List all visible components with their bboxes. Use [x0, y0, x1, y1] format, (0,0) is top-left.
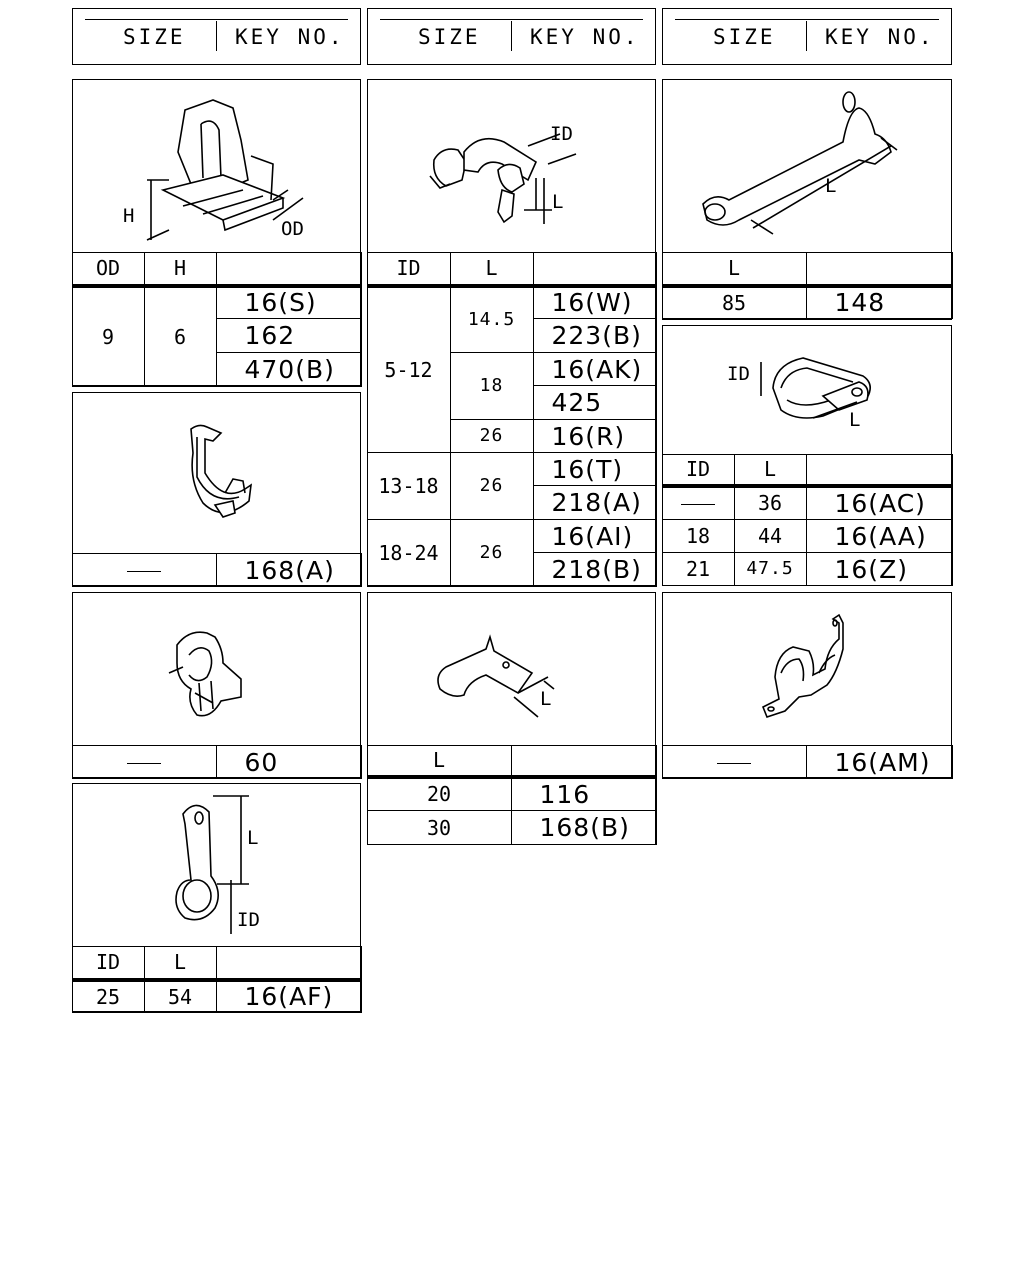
key-no: 218(B)	[533, 553, 656, 587]
key-no: 470(B)	[216, 353, 361, 387]
id-value: 21	[662, 553, 734, 586]
col-id: ID	[662, 455, 734, 486]
size-dash	[72, 746, 216, 779]
panel-saddle-clip	[72, 592, 361, 778]
l-dim-label: L	[540, 688, 552, 710]
size-dash	[72, 554, 216, 587]
band-clip-drawing	[663, 326, 953, 454]
id-value	[662, 486, 734, 520]
key-no: 223(B)	[533, 319, 656, 353]
col-key	[806, 253, 952, 286]
nut-clip-drawing	[73, 80, 362, 252]
id-value: 18	[662, 520, 734, 553]
id-value: 13-18	[367, 453, 450, 520]
od-value: 9	[72, 286, 144, 387]
panel-strap	[662, 79, 952, 320]
strap-table	[662, 252, 953, 319]
l-dim-label: L	[849, 409, 861, 431]
panel-bracket	[367, 592, 656, 845]
size-header: SIZE	[713, 25, 776, 49]
key-no: 16(AA)	[806, 520, 952, 553]
saddle-clip-table	[72, 745, 362, 779]
h-dim-label: H	[123, 205, 135, 227]
hook-clip-table	[72, 553, 362, 587]
panel-nut-clip	[72, 79, 361, 386]
col-l: L	[662, 253, 806, 286]
col-l: L	[734, 455, 806, 486]
bracket-drawing	[368, 593, 657, 745]
col-key	[511, 746, 656, 777]
col-key	[216, 253, 361, 286]
p-clip-drawing	[73, 784, 362, 946]
id-value: 25	[72, 980, 144, 1013]
header-col2	[367, 8, 656, 65]
key-no: 16(W)	[533, 286, 656, 319]
col-l: L	[144, 947, 216, 980]
bracket-table	[367, 745, 657, 845]
key-no: 16(Z)	[806, 553, 952, 586]
key-no: 148	[806, 286, 952, 319]
l-value: 14.5	[450, 286, 533, 353]
h-value: 6	[144, 286, 216, 387]
key-no: 16(AM)	[806, 746, 952, 779]
harness-clip-drawing	[368, 80, 657, 252]
key-no: 168(B)	[511, 811, 656, 845]
band-clip-table	[662, 454, 953, 586]
l-value: 20	[367, 777, 511, 811]
l-value: 36	[734, 486, 806, 520]
col-id: ID	[367, 253, 450, 286]
col-l: L	[450, 253, 533, 286]
key-no: 168(A)	[216, 554, 361, 587]
harness-clip-table	[367, 252, 657, 587]
panel-double-clip	[662, 592, 952, 778]
l-value: 30	[367, 811, 511, 845]
l-dim-label: L	[247, 827, 259, 849]
col-key	[806, 455, 952, 486]
size-dash	[662, 746, 806, 779]
key-no: 218(A)	[533, 486, 656, 520]
id-dim-label: ID	[727, 363, 750, 385]
col-key	[533, 253, 656, 286]
nut-clip-table	[72, 252, 362, 387]
key-no: 16(T)	[533, 453, 656, 486]
p-clip-table	[72, 946, 362, 1013]
double-clip-drawing	[663, 593, 953, 745]
l-dim-label: L	[552, 191, 564, 213]
key-no-header: KEY NO.	[825, 25, 935, 49]
header-col1	[72, 8, 361, 65]
key-no: 116	[511, 777, 656, 811]
key-no: 16(S)	[216, 286, 361, 319]
panel-p-clip	[72, 783, 361, 1012]
key-no: 16(AI)	[533, 520, 656, 553]
col-id: ID	[72, 947, 144, 980]
id-dim-label: ID	[237, 909, 260, 931]
saddle-clip-drawing	[73, 593, 362, 745]
l-value: 26	[450, 453, 533, 520]
key-no: 425	[533, 386, 656, 420]
key-no-header: KEY NO.	[235, 25, 345, 49]
col-od: OD	[72, 253, 144, 286]
key-no: 60	[216, 746, 361, 779]
col-h: H	[144, 253, 216, 286]
size-header: SIZE	[418, 25, 481, 49]
l-value: 18	[450, 353, 533, 420]
id-dim-label: ID	[550, 123, 573, 145]
key-no: 16(R)	[533, 420, 656, 453]
double-clip-table	[662, 745, 953, 779]
key-no: 16(AC)	[806, 486, 952, 520]
l-value: 26	[450, 520, 533, 587]
l-value: 85	[662, 286, 806, 319]
panel-hook-clip	[72, 392, 361, 586]
l-value: 44	[734, 520, 806, 553]
strap-drawing	[663, 80, 953, 252]
l-value: 26	[450, 420, 533, 453]
key-no: 16(AK)	[533, 353, 656, 386]
l-value: 47.5	[734, 553, 806, 586]
panel-band-clip	[662, 325, 952, 586]
od-dim-label: OD	[281, 218, 304, 240]
key-no: 162	[216, 319, 361, 353]
key-no: 16(AF)	[216, 980, 361, 1013]
l-dim-label: L	[825, 175, 837, 197]
col-l: L	[367, 746, 511, 777]
key-no-header: KEY NO.	[530, 25, 640, 49]
col-key	[216, 947, 361, 980]
id-value: 5-12	[367, 286, 450, 453]
panel-harness-clip	[367, 79, 656, 586]
id-value: 18-24	[367, 520, 450, 587]
header-col3	[662, 8, 952, 65]
hook-clip-drawing	[73, 393, 362, 553]
l-value: 54	[144, 980, 216, 1013]
size-header: SIZE	[123, 25, 186, 49]
